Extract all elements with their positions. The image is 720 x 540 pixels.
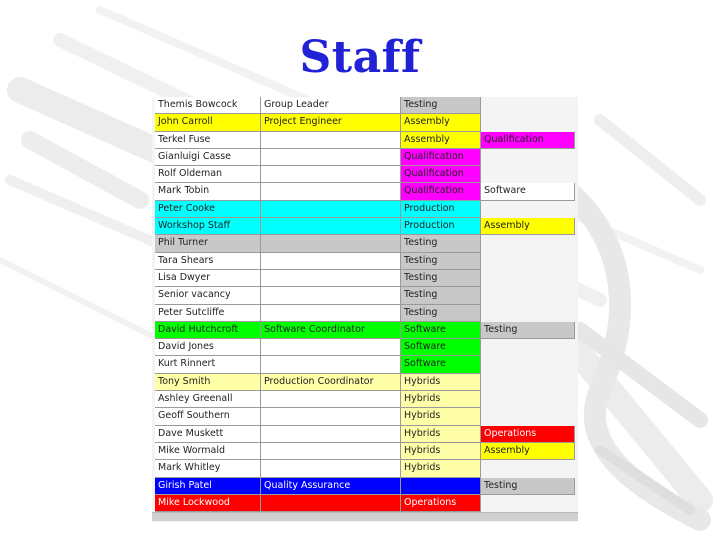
name-cell: Dave Muskett bbox=[155, 426, 261, 443]
table-row bbox=[155, 322, 575, 339]
secondary-area-cell bbox=[481, 374, 575, 391]
area-cell: Hybrids bbox=[401, 374, 481, 391]
secondary-area-cell bbox=[481, 114, 575, 131]
name-cell: Mark Whitley bbox=[155, 460, 261, 477]
table-row bbox=[155, 460, 575, 477]
area-cell: Hybrids bbox=[401, 460, 481, 477]
role-cell bbox=[261, 426, 401, 443]
area-cell: Testing bbox=[401, 287, 481, 304]
table-row bbox=[155, 443, 575, 460]
role-cell: Project Engineer bbox=[261, 114, 401, 131]
area-cell: Qualification bbox=[401, 149, 481, 166]
role-cell bbox=[261, 166, 401, 183]
name-cell: Mark Tobin bbox=[155, 183, 261, 200]
secondary-area-cell bbox=[481, 305, 575, 322]
page-title: Staff bbox=[299, 32, 421, 83]
role-cell bbox=[261, 201, 401, 218]
role-cell bbox=[261, 305, 401, 322]
table-row bbox=[155, 391, 575, 408]
area-cell: Assembly bbox=[401, 114, 481, 131]
area-cell: Qualification bbox=[401, 183, 481, 200]
area-cell: Testing bbox=[401, 253, 481, 270]
secondary-area-cell bbox=[481, 235, 575, 252]
name-cell: Gianluigi Casse bbox=[155, 149, 261, 166]
secondary-area-cell: Qualification bbox=[481, 132, 575, 149]
role-cell bbox=[261, 183, 401, 200]
name-cell: Phil Turner bbox=[155, 235, 261, 252]
secondary-area-cell bbox=[481, 495, 575, 512]
name-cell: Tony Smith bbox=[155, 374, 261, 391]
secondary-area-cell bbox=[481, 287, 575, 304]
table-row bbox=[155, 166, 575, 183]
name-cell: Geoff Southern bbox=[155, 408, 261, 425]
secondary-area-cell bbox=[481, 408, 575, 425]
table-row bbox=[155, 374, 575, 391]
table-row bbox=[155, 201, 575, 218]
name-cell: Mike Lockwood bbox=[155, 495, 261, 512]
sheet-bottom-bar bbox=[152, 512, 578, 521]
table-row bbox=[155, 356, 575, 373]
secondary-area-cell: Assembly bbox=[481, 443, 575, 460]
role-cell bbox=[261, 149, 401, 166]
secondary-area-cell bbox=[481, 97, 575, 114]
role-cell bbox=[261, 391, 401, 408]
area-cell: Testing bbox=[401, 270, 481, 287]
role-cell bbox=[261, 235, 401, 252]
role-cell bbox=[261, 270, 401, 287]
area-cell: Software bbox=[401, 322, 481, 339]
name-cell: Rolf Oldeman bbox=[155, 166, 261, 183]
area-cell: Hybrids bbox=[401, 426, 481, 443]
secondary-area-cell: Testing bbox=[481, 478, 575, 495]
role-cell bbox=[261, 356, 401, 373]
area-cell: Software bbox=[401, 339, 481, 356]
name-cell: Terkel Fuse bbox=[155, 132, 261, 149]
area-cell: Assembly bbox=[401, 132, 481, 149]
role-cell bbox=[261, 460, 401, 477]
table-row bbox=[155, 183, 575, 200]
role-cell bbox=[261, 218, 401, 235]
name-cell: Girish Patel bbox=[155, 478, 261, 495]
staff-spreadsheet bbox=[152, 97, 578, 522]
table-row bbox=[155, 235, 575, 252]
area-cell: Testing bbox=[401, 305, 481, 322]
name-cell: Peter Sutcliffe bbox=[155, 305, 261, 322]
area-cell: Production bbox=[401, 218, 481, 235]
area-cell: Production bbox=[401, 201, 481, 218]
area-cell: Hybrids bbox=[401, 408, 481, 425]
table-row bbox=[155, 149, 575, 166]
table-row bbox=[155, 408, 575, 425]
role-cell: Group Leader bbox=[261, 97, 401, 114]
name-cell: David Jones bbox=[155, 339, 261, 356]
area-cell: Operations bbox=[401, 495, 481, 512]
table-row bbox=[155, 426, 575, 443]
table-row bbox=[155, 339, 575, 356]
name-cell: Mike Wormald bbox=[155, 443, 261, 460]
secondary-area-cell bbox=[481, 460, 575, 477]
table-row bbox=[155, 478, 575, 495]
table-row bbox=[155, 97, 575, 114]
secondary-area-cell bbox=[481, 201, 575, 218]
role-cell: Quality Assurance bbox=[261, 478, 401, 495]
area-cell: Testing bbox=[401, 235, 481, 252]
role-cell bbox=[261, 339, 401, 356]
table-row bbox=[155, 287, 575, 304]
area-cell: Hybrids bbox=[401, 391, 481, 408]
name-cell: Senior vacancy bbox=[155, 287, 261, 304]
table-row bbox=[155, 114, 575, 131]
area-cell: Software bbox=[401, 356, 481, 373]
secondary-area-cell bbox=[481, 339, 575, 356]
table-row bbox=[155, 270, 575, 287]
role-cell bbox=[261, 495, 401, 512]
secondary-area-cell: Software bbox=[481, 183, 575, 200]
role-cell bbox=[261, 287, 401, 304]
secondary-area-cell bbox=[481, 166, 575, 183]
secondary-area-cell bbox=[481, 356, 575, 373]
name-cell: Kurt Rinnert bbox=[155, 356, 261, 373]
table-row bbox=[155, 495, 575, 512]
role-cell bbox=[261, 443, 401, 460]
secondary-area-cell: Testing bbox=[481, 322, 575, 339]
name-cell: Lisa Dwyer bbox=[155, 270, 261, 287]
role-cell bbox=[261, 253, 401, 270]
role-cell: Software Coordinator bbox=[261, 322, 401, 339]
area-cell bbox=[401, 478, 481, 495]
area-cell: Testing bbox=[401, 97, 481, 114]
table-row bbox=[155, 305, 575, 322]
name-cell: Themis Bowcock bbox=[155, 97, 261, 114]
name-cell: Tara Shears bbox=[155, 253, 261, 270]
staff-table bbox=[155, 97, 575, 512]
name-cell: David Hutchcroft bbox=[155, 322, 261, 339]
area-cell: Qualification bbox=[401, 166, 481, 183]
name-cell: Workshop Staff bbox=[155, 218, 261, 235]
table-row bbox=[155, 253, 575, 270]
secondary-area-cell bbox=[481, 391, 575, 408]
table-row bbox=[155, 132, 575, 149]
secondary-area-cell bbox=[481, 270, 575, 287]
name-cell: John Carroll bbox=[155, 114, 261, 131]
area-cell: Hybrids bbox=[401, 443, 481, 460]
secondary-area-cell: Assembly bbox=[481, 218, 575, 235]
secondary-area-cell: Operations bbox=[481, 426, 575, 443]
role-cell bbox=[261, 408, 401, 425]
name-cell: Peter Cooke bbox=[155, 201, 261, 218]
secondary-area-cell bbox=[481, 253, 575, 270]
secondary-area-cell bbox=[481, 149, 575, 166]
role-cell bbox=[261, 132, 401, 149]
table-row bbox=[155, 218, 575, 235]
role-cell: Production Coordinator bbox=[261, 374, 401, 391]
name-cell: Ashley Greenall bbox=[155, 391, 261, 408]
